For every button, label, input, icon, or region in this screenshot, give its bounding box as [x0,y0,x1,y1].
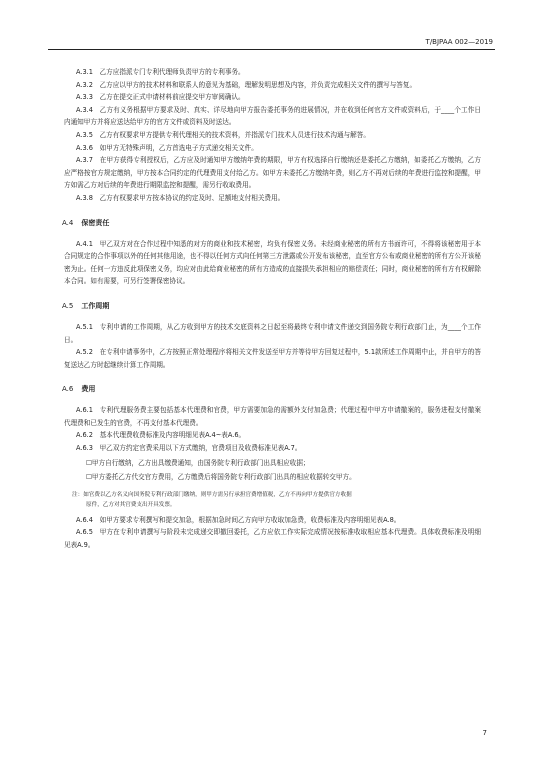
header-rule [48,49,495,50]
paragraph-a5-2: A.5.2 在专利申请事务中，乙方按照正常处理程序将相关文件发送至甲方并等待甲方回复过程中，5.1款所述工作周期中止，并自甲方的答复送达乙方时起继续计算工作周期。 [64,348,481,369]
section-title-a5 [62,301,481,311]
section-number: A.4 [62,218,74,227]
paragraph-a3-2: A.3.2 乙方应以甲方的技术材料和联系人的意见为基础，理解发明思想及内容，并负责完成相关文件的撰写与答复。 [76,80,417,89]
section-title-text: 工作周期 [81,301,110,310]
paragraph-a3-6: A.3.6 如甲方无特殊声明，乙方首选电子方式递交相关文件。 [76,143,258,152]
page-header: T/BJPAA 002—2019 [425,38,493,46]
note-label: 注： [72,491,84,498]
paragraph-a3-4: A.3.4 乙方有义务根据甲方要求及时、真实、详尽地向甲方报告委托事务的进展情况，并在收到任何官方文件或资料后，于____个工作日内通知甲方并将应送达给甲方的官方文件或资料及时送达。 [64,105,481,127]
document-body [64,66,481,552]
note-line-1: 如官费以乙方名义向国务院专利行政部门缴纳，则甲方需另行承担官费增值税，乙方不再向甲方提供官方收据 [83,491,352,498]
paragraph-a3-3: A.3.3 乙方在提交正式申请材料前应提交甲方审阅确认。 [76,93,245,102]
paragraph-a6-4: A.6.4 如甲方要求专利撰写和提交加急，根据加急时间乙方向甲方收取加急费，收费标准及内容明细见表A.8。 [76,515,401,524]
section-title-text: 费用 [81,385,96,394]
paragraph-a5-1: A.5.1 专利申请的工作周期，从乙方收到甲方的技术交底资料之日起至将最终专利申请文件递交到国务院专利行政部门止，为____个工作日。 [64,322,481,344]
paragraph-a3-7: A.3.7 在甲方获得专利授权后，乙方应及时通知甲方缴纳年费的期限，甲方有权选择自行缴纳还是委托乙方缴纳，如委托乙方缴纳，乙方应严格按官方规定缴纳，甲方按本合同约定的代理费用支付给乙方。如甲方未委托乙方缴纳年费，则乙方不再对后续的年费进行监控和提醒，甲方如需乙方对后续的年费进行期限监控和提醒，需另行收取费用。 [64,156,481,190]
paragraph-a6-2: A.6.2 基本代理费收费标准及内容明细见表A.4~表A.6。 [76,431,246,440]
paragraph-a4-1: A.4.1 甲乙双方对在合作过程中知悉的对方的商业和技术秘密，均负有保密义务。未经商业秘密的所有方书面许可，不得将该秘密用于本合同规定的合作事项以外的任何其他用途，也不得以任何方式向任何第三方泄露或公开发布该秘密，直至官方公布或商业秘密的所有方公开该秘密为止。任何一方违反此项保密义务，均应对由此给商业秘密的所有方造成的直接损失承担相应的赔偿责任；同时，商业秘密的所有方有权解除本合同。如有需要，可另行签署保密协议。 [64,239,481,286]
paragraph-a3-1: A.3.1 乙方应指派专门专利代理师负责甲方的专利事务。 [76,68,245,76]
option-entrusted-payment: ☐甲方委托乙方代交官方费用，乙方缴费后将国务院专利行政部门出具的相应收据转交甲方。 [86,473,356,482]
section-title-text: 保密责任 [81,218,110,227]
paragraph-a3-5: A.3.5 乙方有权要求甲方提供专利代理相关的技术资料，并指派专门技术人员进行技术沟通与解答。 [76,130,370,139]
paragraph-a6-1: A.6.1 专利代理服务费主要包括基本代理费和官费，甲方需要加急的需额外支付加急费；代理过程中甲方申请撤案的，服务进程支付撤案代理费和已发生的官费，不再支付基本代理费。 [64,406,481,427]
page-number: 7 [482,729,487,737]
note [72,490,481,511]
section-title-a4 [62,218,481,228]
note-line-2: 原件，乙方对其官费支出开具发票。 [86,502,176,509]
section-number: A.5 [62,301,74,310]
section-title-a6 [62,384,481,394]
paragraph-a3-8: A.3.8 乙方有权要求甲方按本协议的约定及时、足额地支付相关费用。 [76,193,285,202]
paragraph-a6-3: A.6.3 甲乙双方约定官费采用以下方式缴纳，官费项目及收费标准见表A.7。 [76,444,302,453]
section-number: A.6 [62,385,74,394]
option-self-payment: ☐甲方自行缴纳，乙方出具缴费通知，由国务院专利行政部门出具相应收据； [86,458,310,467]
paragraph-a6-5: A.6.5 甲方在专利申请撰写与阶段未完成递交即撤回委托，乙方应依工作实际完成情况按标准收取相应基本代理费。具体收费标准及明细见表A.9。 [64,528,481,550]
